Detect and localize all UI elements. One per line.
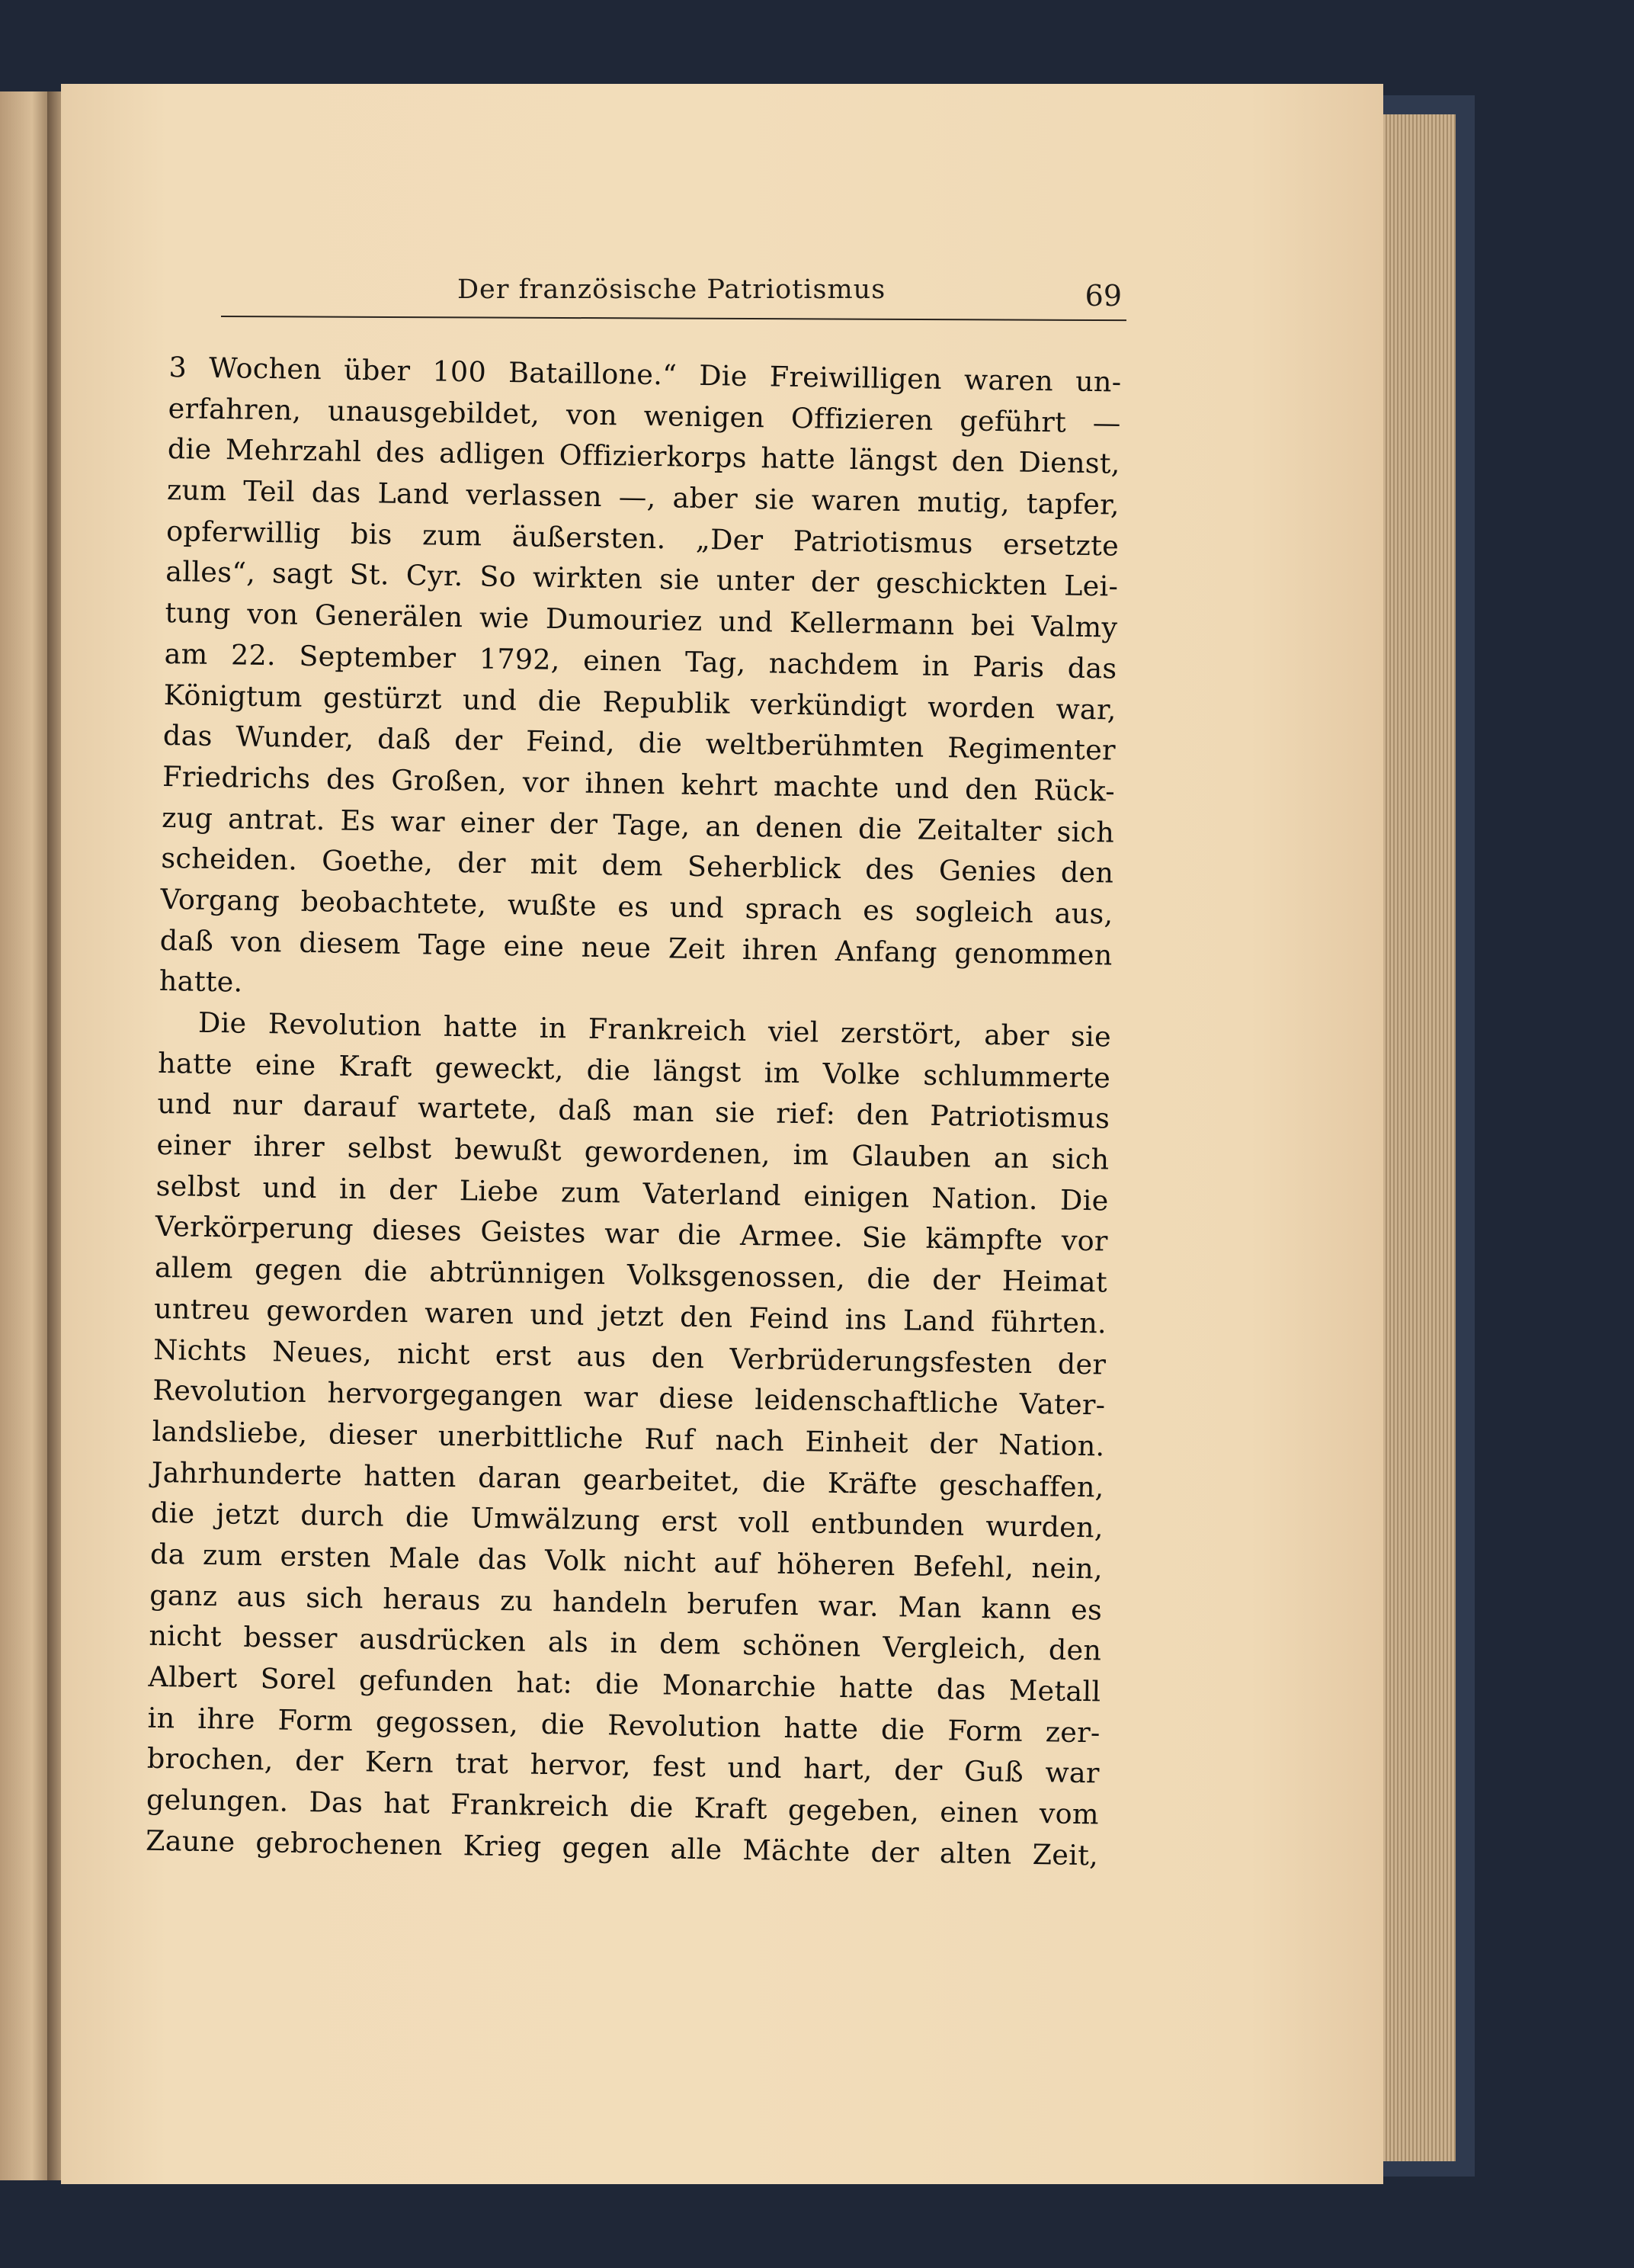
text-line: alles“, sagt St. Cyr. So wirkten sie unter der geschickten Lei- (165, 555, 1119, 604)
text-line: selbst und in der Liebe zum Vaterland einigen Nation. Die (155, 1169, 1109, 1217)
text-line: erfahren, unausgebildet, von wenigen Offizieren geführt — (168, 391, 1121, 440)
text-line: und nur darauf wartete, daß man sie rief: den Patriotismus (157, 1087, 1110, 1135)
running-head: Der französische Patriotismus (457, 274, 886, 305)
text-line: Zaune gebrochenen Krieg gegen alle Mächte der alten Zeit, (145, 1824, 1099, 1872)
text-line: gelungen. Das hat Frankreich die Kraft gegeben, einen vom (146, 1782, 1100, 1831)
text-line: Verkörperung dieses Geistes war die Armee. Sie kämpfte vor (155, 1210, 1109, 1258)
text-line: die jetzt durch die Umwälzung erst voll entbunden wurden, (150, 1496, 1104, 1545)
text-line: landsliebe, dieser unerbittliche Ruf nach Einheit der Nation. (152, 1414, 1105, 1463)
text-line: opferwillig bis zum äußersten. „Der Patriotismus ersetzte (165, 514, 1120, 563)
page-number: 69 (1085, 279, 1122, 313)
page-edges (1372, 114, 1456, 2161)
text-line: ganz aus sich heraus zu handeln berufen war. Man kann es (149, 1578, 1103, 1627)
text-line: zug antrat. Es war einer der Tage, an denen die Zeitalter sich (161, 800, 1115, 849)
text-line: brochen, der Kern trat hervor, fest und hart, der Guß war (146, 1742, 1101, 1790)
previous-page-edge (0, 91, 53, 2180)
text-line: Nichts Neues, nicht erst aus den Verbrüderungsfesten der (153, 1333, 1107, 1381)
text-line: Die Revolution hatte in Frankreich viel zerstört, aber sie (197, 1006, 1112, 1054)
text-line: da zum ersten Male das Volk nicht auf höheren Befehl, nein, (149, 1537, 1104, 1586)
text-line: 3 Wochen über 100 Bataillone.“ Die Freiwilligen waren un- (168, 350, 1122, 399)
page-header (221, 273, 1126, 319)
text-line: einer ihrer selbst bewußt gewordenen, im Glauben an sich (156, 1128, 1110, 1176)
text-line: nicht besser ausdrücken als in dem schönen Vergleich, den (149, 1619, 1102, 1667)
text-line: Vorgang beobachtete, wußte es und sprach es sogleich aus, (160, 882, 1113, 931)
text-line: in ihre Form gegossen, die Revolution hatte die Form zer- (147, 1701, 1101, 1750)
text-line: die Mehrzahl des adligen Offizierkorps hatte längst den Dienst, (167, 432, 1121, 480)
text-line: untreu geworden waren und jetzt den Feind ins Land führten. (153, 1291, 1107, 1340)
text-line: Jahrhunderte hatten daran gearbeitet, die Kräfte geschaffen, (151, 1455, 1104, 1504)
text-line: hatte. (159, 964, 243, 999)
text-line: am 22. September 1792, einen Tag, nachdem in Paris das (164, 637, 1117, 685)
text-line: hatte eine Kraft geweckt, die längst im Volke schlummerte (157, 1046, 1111, 1095)
text-line: Albert Sorel gefunden hat: die Monarchie hatte das Metall (148, 1660, 1101, 1708)
text-line: Friedrichs des Großen, vor ihnen kehrt machte und den Rück- (162, 759, 1116, 808)
text-line: tung von Generälen wie Dumouriez und Kellermann bei Valmy (165, 596, 1118, 644)
body-text (146, 347, 1122, 1876)
text-line: daß von diesem Tage eine neue Zeit ihren Anfang genommen (159, 923, 1113, 972)
text-line: allem gegen die abtrünnigen Volksgenossen, die der Heimat (154, 1250, 1108, 1299)
text-line: Revolution hervorgegangen war diese leidenschaftliche Vater- (152, 1374, 1106, 1422)
text-line: scheiden. Goethe, der mit dem Seherblick des Genies den (161, 842, 1114, 890)
text-line: Königtum gestürzt und die Republik verkündigt worden war, (163, 678, 1117, 727)
text-line: zum Teil das Land verlassen —, aber sie waren mutig, tapfer, (166, 473, 1120, 521)
text-line: das Wunder, daß der Feind, die weltberühmten Regimenter (162, 719, 1117, 767)
